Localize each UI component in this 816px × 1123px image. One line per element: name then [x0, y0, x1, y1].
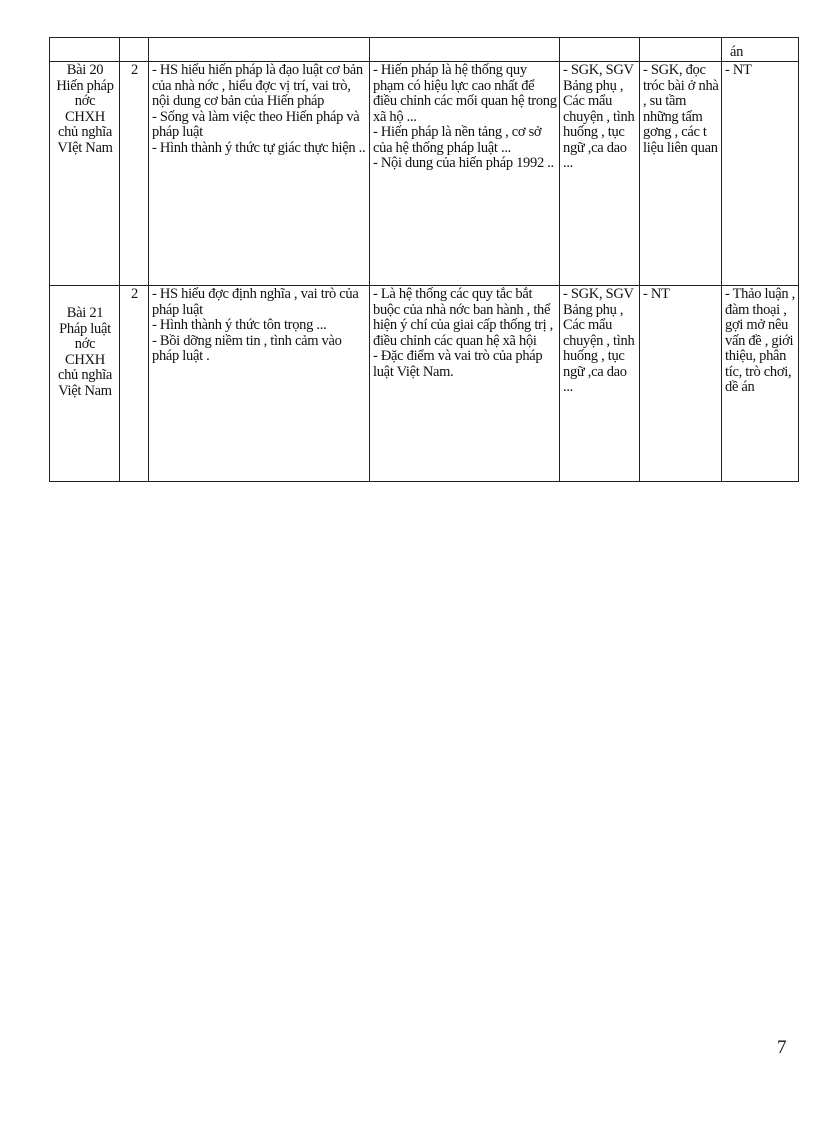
- lesson-cell: [50, 286, 120, 482]
- page-number: 7: [777, 1037, 787, 1058]
- table-row: [50, 286, 799, 482]
- periods-cell: [120, 62, 149, 286]
- content-cell: [370, 38, 560, 62]
- content-text: - Hiến pháp là hệ thống quy phạm có hiệu lực cao nhất để điều chỉnh các mối quan hệ trong xã hộ ... - Hiến pháp là nền tảng , cơ sở của hệ thống pháp luật ... - Nội dung của hiến pháp 1992 ..: [373, 62, 557, 171]
- teacher-prep-cell: [560, 286, 640, 482]
- methods-cell: [722, 62, 799, 286]
- methods-text: - Thảo luận , đàm thoại , gợi mở nêu vấn đề , giới thiệu, phân tíc, trò chơi, dề án: [725, 286, 795, 395]
- table-row: [50, 62, 799, 286]
- objectives-cell: [149, 38, 370, 62]
- teacher-prep-cell: [560, 38, 640, 62]
- student-prep-cell: [640, 38, 722, 62]
- lesson-title: Bài 20 Hiến pháp nớc CHXH chủ nghĩa VIệt Nam: [56, 62, 114, 156]
- teacher-prep-cell: [560, 62, 640, 286]
- methods-text: - NT: [725, 62, 752, 78]
- lesson-plan-table: [49, 37, 799, 482]
- lesson-cell: [50, 62, 120, 286]
- content-cell: [370, 62, 560, 286]
- student-prep-cell: [640, 286, 722, 482]
- methods-continued-text: án: [730, 44, 744, 60]
- periods-value: 2: [131, 62, 138, 78]
- student-prep-cell: [640, 62, 722, 286]
- objectives-text: - HS hiểu đợc định nghĩa , vai trò của pháp luật - Hình thành ý thức tôn trọng ... - Bồi dỡng niềm tin , tình cảm vào pháp luật .: [152, 286, 359, 364]
- content-cell: [370, 286, 560, 482]
- methods-cell: [722, 286, 799, 482]
- table-row: [50, 38, 799, 62]
- methods-cell: [722, 38, 799, 62]
- periods-cell: [120, 286, 149, 482]
- periods-cell: [120, 38, 149, 62]
- teacher-prep-text: - SGK, SGV Bảng phụ , Các mẩu chuyện , tình huống , tục ngữ ,ca dao ...: [563, 286, 635, 395]
- teacher-prep-text: - SGK, SGV Bảng phụ , Các mẩu chuyện , tình huống , tục ngữ ,ca dao ...: [563, 62, 635, 171]
- student-prep-text: - NT: [643, 286, 670, 302]
- periods-value: 2: [131, 286, 138, 302]
- lesson-title: Bài 21 Pháp luật nớc CHXH chủ nghĩa Việt Nam: [57, 305, 113, 399]
- objectives-text: - HS hiểu hiến pháp là đạo luật cơ bản của nhà nớc , hiểu đợc vị trí, vai trò, nội dung cơ bản của Hiến pháp - Sống và làm việc theo Hiến pháp và pháp luật - Hình thành ý thức tự giác thực hiện ..: [152, 62, 366, 156]
- objectives-cell: [149, 62, 370, 286]
- lesson-cell: [50, 38, 120, 62]
- objectives-cell: [149, 286, 370, 482]
- content-text: - Là hệ thống các quy tắc bắt buộc của nhà nớc ban hành , thể hiện ý chí của giai cấp thống trị , điều chỉnh các quan hệ xã hội - Đặc điểm và vai trò của pháp luật Việt Nam.: [373, 286, 553, 380]
- student-prep-text: - SGK, đọc tróc bài ở nhà , su tầm những tấm gơng , các t liệu liên quan: [643, 62, 719, 156]
